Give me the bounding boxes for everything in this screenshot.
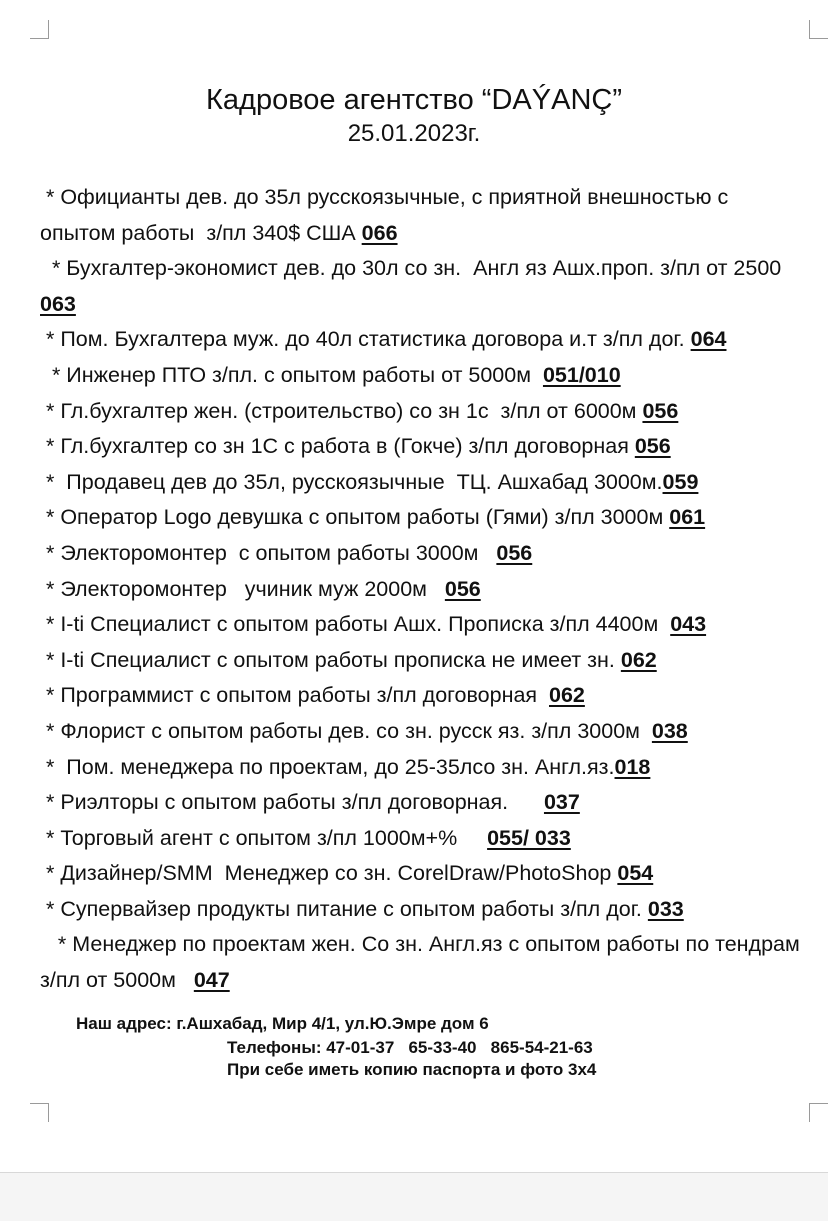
job-description: * Бухгалтер-экономист дев. до 30л со зн. Англ яз Ашх.проп. з/пл от 2500 xyxy=(40,256,788,281)
job-item xyxy=(40,572,800,608)
footer-note: При себе иметь копию паспорта и фото 3х4 xyxy=(227,1060,597,1079)
job-contact-code: 037 xyxy=(543,790,580,815)
job-item xyxy=(40,785,800,821)
job-description: * Торговый агент с опытом з/пл 1000м+% xyxy=(40,825,488,850)
page-corner-mark-top-right xyxy=(809,20,828,39)
job-contact-code: 055/ 033 xyxy=(487,825,571,850)
job-description: * Менеджер по проектам жен. Со зн. Англ.яз с опытом работы по тендрам з/пл от 5000м xyxy=(40,932,806,993)
job-contact-code: 062 xyxy=(549,683,585,708)
bottom-bar xyxy=(0,1173,828,1221)
job-description: * I-ti Специалист с опытом работы прописка не имеет зн. xyxy=(40,647,621,672)
job-description: * Флорист с опытом работы дев. со зн. русск яз. з/пл 3000м xyxy=(40,718,652,743)
job-contact-code: 056 xyxy=(444,576,481,601)
job-description: * Инженер ПТО з/пл. с опытом работы от 5000м xyxy=(40,362,543,387)
job-description: * Гл.бухгалтер со зн 1С с работа в (Гокче) з/пл договорная xyxy=(40,434,635,459)
job-contact-code: 043 xyxy=(670,612,707,637)
job-contact-code: 056 xyxy=(634,434,671,459)
job-description: * Пом. менеджера по проектам, до 25-35лсо зн. Англ.яз. xyxy=(40,754,615,779)
job-contact-code: 066 xyxy=(361,220,398,245)
page-corner-mark-bottom-left xyxy=(30,1103,49,1122)
job-item xyxy=(40,607,800,643)
job-contact-code: 064 xyxy=(690,327,727,352)
job-item xyxy=(40,465,800,501)
job-description: * Программист с опытом работы з/пл договорная xyxy=(40,683,549,708)
job-description: * Электоромонтер учиник муж 2000м xyxy=(40,576,445,601)
job-item xyxy=(40,750,800,786)
job-contact-code: 051/010 xyxy=(542,362,621,387)
job-list xyxy=(40,180,806,999)
job-item xyxy=(40,821,800,857)
job-description: * Пом. Бухгалтера муж. до 40л статистика договора и.т з/пл дог. xyxy=(40,327,691,352)
document-date: 25.01.2023г. xyxy=(347,120,481,147)
job-contact-code: 059 xyxy=(662,469,699,494)
job-contact-code: 018 xyxy=(614,754,651,779)
job-item xyxy=(40,180,800,251)
job-description: * Гл.бухгалтер жен. (строительство) со зн 1с з/пл от 6000м xyxy=(40,398,643,423)
page-corner-mark-bottom-right xyxy=(809,1103,828,1122)
job-contact-code: 062 xyxy=(620,647,657,672)
job-description: * Электоромонтер с опытом работы 3000м xyxy=(40,540,497,565)
job-item xyxy=(40,394,800,430)
job-item xyxy=(40,892,800,928)
job-description: * Оператор Logo девушка с опытом работы (Гями) з/пл 3000м xyxy=(40,505,670,530)
job-item xyxy=(40,678,800,714)
job-item xyxy=(40,322,800,358)
job-contact-code: 056 xyxy=(642,398,679,423)
job-description: * I-ti Специалист с опытом работы Ашх. Прописка з/пл 4400м xyxy=(40,612,671,637)
job-description: * Официанты дев. до 35л русскоязычные, с приятной внешностью с опытом работы з/пл 340$ США xyxy=(40,185,735,245)
page-title: Кадровое агентство “DAÝANÇ” xyxy=(206,84,622,116)
job-description: * Супервайзер продукты питание с опытом работы з/пл дог. xyxy=(40,896,648,921)
job-item xyxy=(40,714,800,750)
job-item xyxy=(40,251,800,322)
job-description: * Продавец дев до 35л, русскоязычные ТЦ. Ашхабад 3000м. xyxy=(40,469,663,494)
job-item xyxy=(40,358,800,394)
job-contact-code: 038 xyxy=(651,718,688,743)
job-contact-code: 047 xyxy=(193,968,230,993)
job-item xyxy=(40,643,800,679)
job-item xyxy=(40,927,806,998)
job-item xyxy=(40,500,800,536)
job-contact-code: 056 xyxy=(496,540,533,565)
job-contact-code: 054 xyxy=(617,861,654,886)
footer-address: Наш адрес: г.Ашхабад, Мир 4/1, ул.Ю.Эмре дом 6 xyxy=(76,1014,489,1033)
job-contact-code: 063 xyxy=(40,291,76,316)
job-description: * Риэлторы с опытом работы з/пл договорная. xyxy=(40,790,544,815)
job-description: * Дизайнер/SMM Менеджер со зн. CorelDraw/PhotoShop xyxy=(40,861,618,886)
page-corner-mark-top-left xyxy=(30,20,49,39)
job-item xyxy=(40,856,800,892)
footer-phones: Телефоны: 47-01-37 65-33-40 865-54-21-63 xyxy=(227,1038,593,1057)
job-item xyxy=(40,536,800,572)
job-contact-code: 061 xyxy=(669,505,706,530)
job-contact-code: 033 xyxy=(647,896,684,921)
job-item xyxy=(40,429,800,465)
